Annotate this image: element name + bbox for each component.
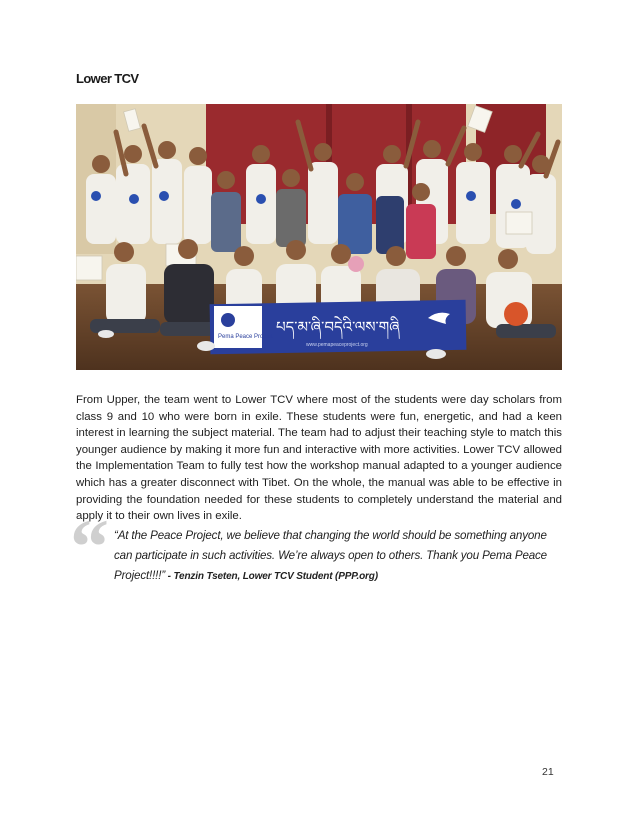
testimonial-quote <box>114 526 554 586</box>
quote-mark-icon: “ <box>70 503 109 590</box>
banner-script: པད་མ་ཞི་བདེའི་ལས་གཞི <box>276 318 400 336</box>
page-number: 21 <box>542 766 554 778</box>
banner-logo-text: Pema Peace Project <box>218 334 273 340</box>
quote-text: “At the Peace Project, we believe that changing the world should be something anyone can participate in such activities. We’re always open to others. Thank you Pema Peace Project!!!!” <box>114 529 547 582</box>
banner-url: www.pemapeaceproject.org <box>306 342 368 348</box>
body-paragraph: From Upper, the team went to Lower TCV where most of the students were day scholars from class 9 and 10 who were born in exile. These students were fun, energetic, and had a keen interest in learning the subject material. The team had to adjust their teaching style to match this younger audience by making it more fun and interactive with more activities. Lower TCV allowed the Implementation Team to fully test how the workshop manual adapted to a younger audience which has a greater disconnect with Tibet. On the whole, the manual was able to be effective in providing the foundation needed for these students to completely understand the material and apply it to their own lives in exile. <box>76 394 562 523</box>
group-photo <box>76 104 562 370</box>
quote-attribution: - Tenzin Tseten, Lower TCV Student (PPP.org) <box>165 570 378 582</box>
banner <box>210 300 467 354</box>
section-heading: Lower TCV <box>76 71 139 86</box>
group-photo-illustration <box>76 104 562 370</box>
